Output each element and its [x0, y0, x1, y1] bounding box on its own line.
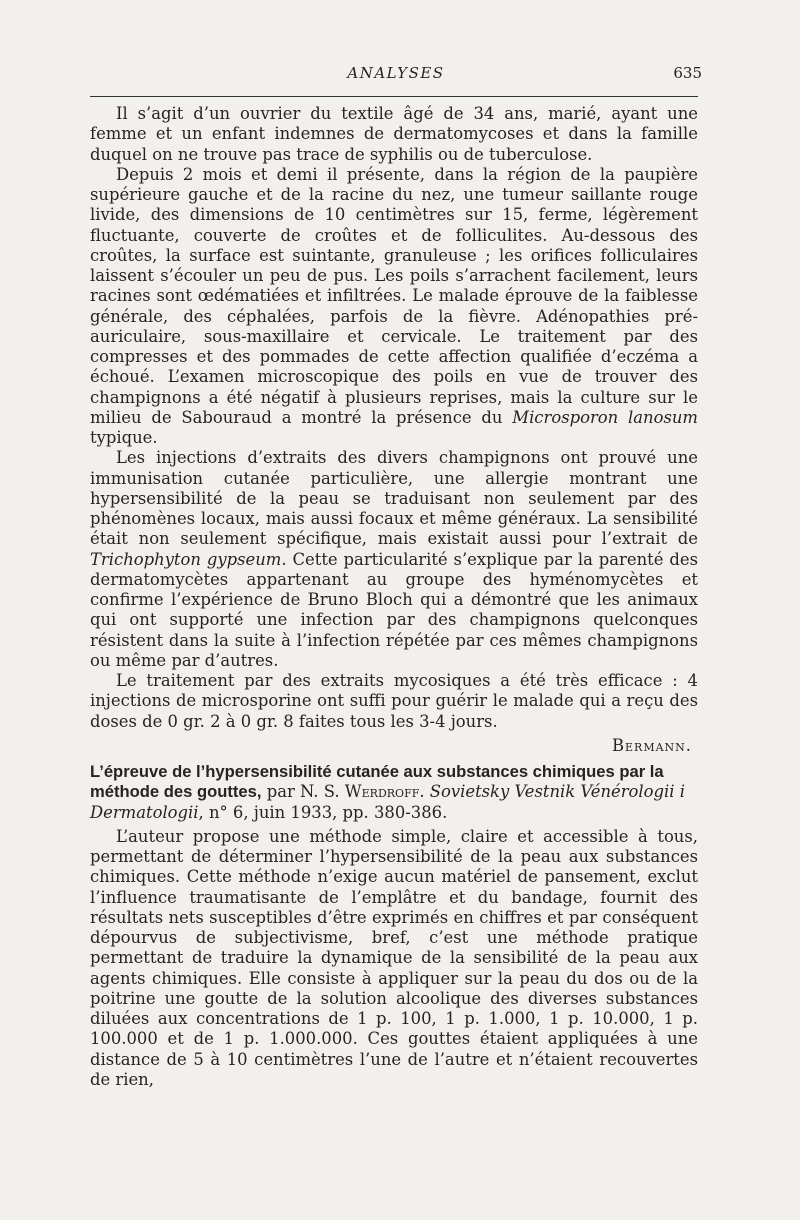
running-head [90, 64, 702, 86]
paragraph-text: L’auteur propose une méthode simple, claire et accessible à tous, permettant de déterminer l’hypersensibilité de la peau aux substances chimiques. Cette méthode n’exige aucun matériel de pansement, exclut l’influence traumatisante de l’emplâtre et du bandage, fournit des résultats nets susceptibles d’être exprimés en chiffres et par conséquent dépourvus de subjectivisme, bref, c’est une méthode pratique permettant de traduire la dynamique de la sensibilité de la peau aux agents chimiques. Elle consiste à appliquer sur la peau du dos ou de la poitrine une goutte de la solution alcoolique des diverses substances diluées aux concentrations de 1 p. 100, 1 p. 1.000, 1 p. 10.000, 1 p. 100.000 et de 1 p. 1.000.000. Ces gouttes étaient appliquées à une distance de 5 à 10 centimètres l’une de l’autre et n’étaient recouvertes de rien, [90, 826, 698, 1089]
article-title: L’épreuve de l’hypersensibilité cutanée aux substances chimiques par la méthode des gouttes, [90, 762, 664, 802]
paragraph-treatment [90, 671, 698, 732]
paragraph-text: Il s’agit d’un ouvrier du textile âgé de 34 ans, marié, ayant une femme et un enfant indemnes de dermatomycoses et dans la famille duquel on ne trouve pas trace de syphilis ou de tuberculose. [90, 104, 698, 164]
paragraph-clinical-description [90, 165, 698, 449]
running-title: ANALYSES [347, 64, 445, 82]
paragraph-immunology [90, 448, 698, 671]
article-author: Werdroff [344, 782, 420, 802]
paragraph-text-tail: . Cette particularité s’explique par la parenté des dermatomycètes appartenant au groupe des hyménomycètes et confirme l’expérience de Bruno Bloch qui a démontré que les animaux qui ont supporté une infection par des champignons quelconques résistent dans la suite à l’infection répétée par ces mêmes champignons ou même par d’autres. [90, 549, 698, 670]
page-number: 635 [673, 64, 702, 82]
article-by: par N. S. [261, 782, 345, 802]
paragraph-text: Le traitement par des extraits mycosiques a été très efficace : 4 injections de microsporine ont suffi pour guérir le malade qui a reçu des doses de 0 gr. 2 à 0 gr. 8 faites tous les 3-4 jours. [90, 671, 698, 731]
signature: Bermann. [611, 735, 692, 755]
paragraph-text-tail: typique. [90, 428, 158, 447]
article-citation: , n° 6, juin 1933, pp. 380-386. [198, 802, 448, 822]
species-name-microsporon: Microsporon lanosum [512, 407, 698, 427]
article-journal: Sovietsky Vestnik Vénérologii i Dermatologii [90, 782, 685, 822]
paragraph-patient-history [90, 104, 698, 165]
header-rule [90, 96, 698, 97]
paragraph-text: Les injections d’extraits des divers champignons ont prouvé une immunisation cutanée particulière, une allergie montrant une hypersensibilité de la peau se traduisant non seulement par des phénomènes locaux, mais aussi focaux et même généraux. La sensibilité était non seulement spécifique, mais existait aussi pour l’extrait de [90, 448, 698, 549]
paragraph-text: Depuis 2 mois et demi il présente, dans la région de la paupière supérieure gauche et de la racine du nez, une tumeur saillante rouge livide, des dimensions de 10 centimètres sur 15, ferme, légèrement fluctuante, couverte de croûtes et de folliculites. Au-dessous des croûtes, la surface est suintante, granuleuse ; les orifices folliculaires laissent s’écouler un peu de pus. Les poils s’arrachent facilement, leurs racines sont œdématiées et infiltrées. Le malade éprouve de la faiblesse générale, des céphalées, parfois de la fièvre. Adénopathies pré-auriculaire, sous-maxillaire et cervicale. Le traitement par des compresses et des pommades de cette affection qualifiée d’eczéma a échoué. L’examen microscopique des poils en vue de trouver des champignons a été négatif à plusieurs reprises, mais la culture sur le milieu de Sabouraud a montré la présence du [90, 164, 698, 427]
body-text [90, 104, 698, 1090]
article-after-author: . [419, 782, 430, 802]
species-name-trichophyton: Trichophyton gypseum [90, 549, 282, 569]
article-heading [90, 762, 698, 823]
paragraph-method [90, 827, 698, 1090]
